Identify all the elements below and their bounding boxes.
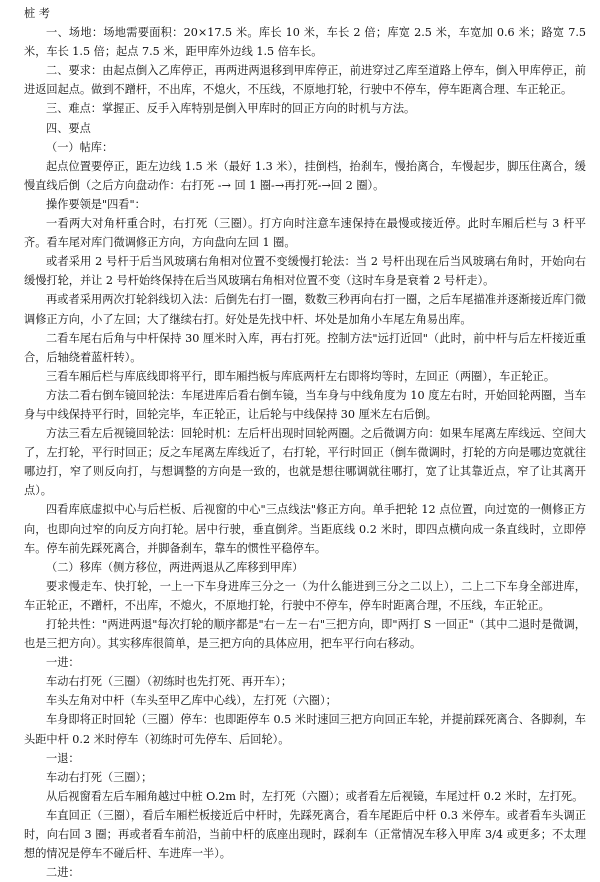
paragraph: （一）帖库： bbox=[46, 140, 114, 154]
paragraph: 从后视窗看左后车厢角越过中桩 O.2m 时，左打死（六圈）；或者看左后视镜，车尾过杆 0.2 米时，左打死。 bbox=[46, 789, 584, 803]
paragraph: 车动右打死（三圈）（初练时也先打死、再开车）； bbox=[46, 675, 293, 689]
paragraph: 四看库底虚拟中心与后栏板、后视窗的中心"三点线法"修正方向。单手把轮 12 点位置，向过宽的一侧修正方向，也即向过窄的向反方向打轮。居中行驶，垂直倒斧。当距底线 0.2 米时，即四点横向成一条直线时，立即停车。停车前先踩死离合，并脚备刹车，靠车的惯性平稳停车。 bbox=[24, 503, 586, 555]
paragraph: 打轮共性："两进两退"每次打轮的顺序都是"右－左－右"三把方向，即"两打 S 一回正"（其中二退时是微调，也是三把方向）。其实移库很简单，是三把方向的具体应用，把车平行向右移动。 bbox=[24, 618, 586, 651]
paragraph: 方法三看左后视镜回轮法：回轮时机：左后杆出现时回轮两圈。之后微调方向：如果车尾离左库线远、空间大了，左打轮，平行时回正；反之车尾离左库线近了，右打轮，平行时回正（倒车微调时，打轮的方向是哪边宽就往哪边打，窄了则反向打，与想调整的方向是一致的，也就是想往哪调就往哪打，宽了让其靠近点，窄了让其离开点）。 bbox=[24, 427, 586, 498]
paragraph: 方法二看右倒车镜回轮法：车尾进库后看右倒车镜，当车身与中线角度为 10 度左右时，开始回轮两圈，当车身与中线保持平行时，回轮完毕，车正轮正，让后轮与中线保持 30 厘米左右后倒。 bbox=[24, 388, 586, 421]
paragraph: （二）移库（侧方移位，两进两退从乙库移到甲库） bbox=[46, 560, 304, 574]
paragraph: 二看车尾右后角与中杆保持 30 厘米时入库，再右打死。控制方法"远打近回"（此时，前中杆与后左杆接近重合，后轴绕着蓝杆转）。 bbox=[24, 331, 586, 364]
paragraph: 再或者采用两次打轮斜线切入法：后倒先右打一圈，数数三秒再向右打一圈，之后车尾描准并逐渐接近库门微调修正方向，小了左回；大了继续右打。好处是先找中杆、坏处是加角小车尾左角易出库。 bbox=[24, 293, 586, 326]
paragraph: 或者采用 2 号杆于后当风玻璃右角相对位置不变缓慢打轮法：当 2 号杆出现在后当风玻璃右角时，开始向右缓慢打轮，并让 2 号杆始终保持在后当风玻璃右角相对位置不变（这时车身是衰着 2 号杆走）。 bbox=[24, 255, 586, 288]
paragraph: 三、难点：掌握正、反手入库特别是倒入甲库时的回正方向的时机与方法。 bbox=[46, 102, 416, 116]
paragraph: 四、要点 bbox=[46, 121, 91, 135]
paragraph: 二、要求：由起点倒入乙库停正，再两进两退移到甲库停正，前进穿过乙库至道路上停车，倒入甲库停正，前进返回起点。做到不蹭杆，不出库，不熄火，不压线，不原地打轮，行驶中不停车，停车距离合理、车正轮正。 bbox=[24, 64, 586, 97]
paragraph: 一进： bbox=[46, 656, 80, 670]
paragraph: 一、场地：场地需要面积：20×17.5 米。库长 10 米，车长 2 倍；库宽 2.5 米，车宽加 0.6 米；路宽 7.5 米，车长 1.5 倍；起点 7.5 米，距甲库外边线 1.5 倍车长。 bbox=[24, 26, 586, 59]
document-body bbox=[24, 23, 586, 882]
paragraph: 一看两大对角杆重合时，右打死（三圈）。打方向时注意车速保持在最慢或接近停。此时车厢后栏与 3 杆平齐。看车尾对库门微调修正方向，方向盘向左回 1 圈。 bbox=[24, 217, 586, 250]
paragraph: 车动右打死（三圈）； bbox=[46, 770, 153, 784]
paragraph: 车身即将正时回轮（三圈）停车：也即距停车 0.5 米时速回三把方向回正车轮，并提前踩死离合、各脚刹，车头距中杆 0.2 米时停车（初练时可先停车、后回轮）。 bbox=[24, 713, 586, 746]
paragraph: 一退： bbox=[46, 751, 80, 765]
paragraph: 要求慢走车、快打轮，一上一下车身进库三分之一（为什么能进到三分之二以上），二上二下车身全部进库，车正轮正，不蹭杆，不出库，不熄火，不原地打轮，行驶中不停车，停车时距离合理，不压线，车正轮正。 bbox=[24, 579, 586, 612]
document-title: 桩 考 bbox=[24, 7, 50, 20]
paragraph: 起点位置要停正，距左边线 1.5 米（最好 1.3 米），挂倒档，抬刹车，慢抬离合，车慢起步，脚压住离合，缓慢直线后倒（之后方向盘动作：右打死 -→ 回 1 圈-→再打死-→回 2 圈）。 bbox=[24, 159, 586, 192]
paragraph: 三看车厢后栏与库底线即将平行，即车厢挡板与库底两杆左右即将均等时，左回正（两圈），车正轮正。 bbox=[46, 369, 556, 383]
paragraph: 二进： bbox=[46, 866, 80, 880]
paragraph: 车直回正（三圈），看后车厢栏板接近后中杆时，先踩死离合，看车尾距后中杆 0.3 米停车。或者看车头调正时，向右回 3 圈；再或者看车前沿，当前中杆的底座出现时，踩刹车（正常情况车移入甲库 3/4 或更多；不太理想的情况是停车不碰后杆、车进库一半）。 bbox=[24, 808, 586, 861]
paragraph: 车头左角对中杆（车头至甲乙库中心线），左打死（六圈）； bbox=[46, 694, 337, 708]
paragraph: 操作要领是"四看"： bbox=[46, 197, 146, 211]
